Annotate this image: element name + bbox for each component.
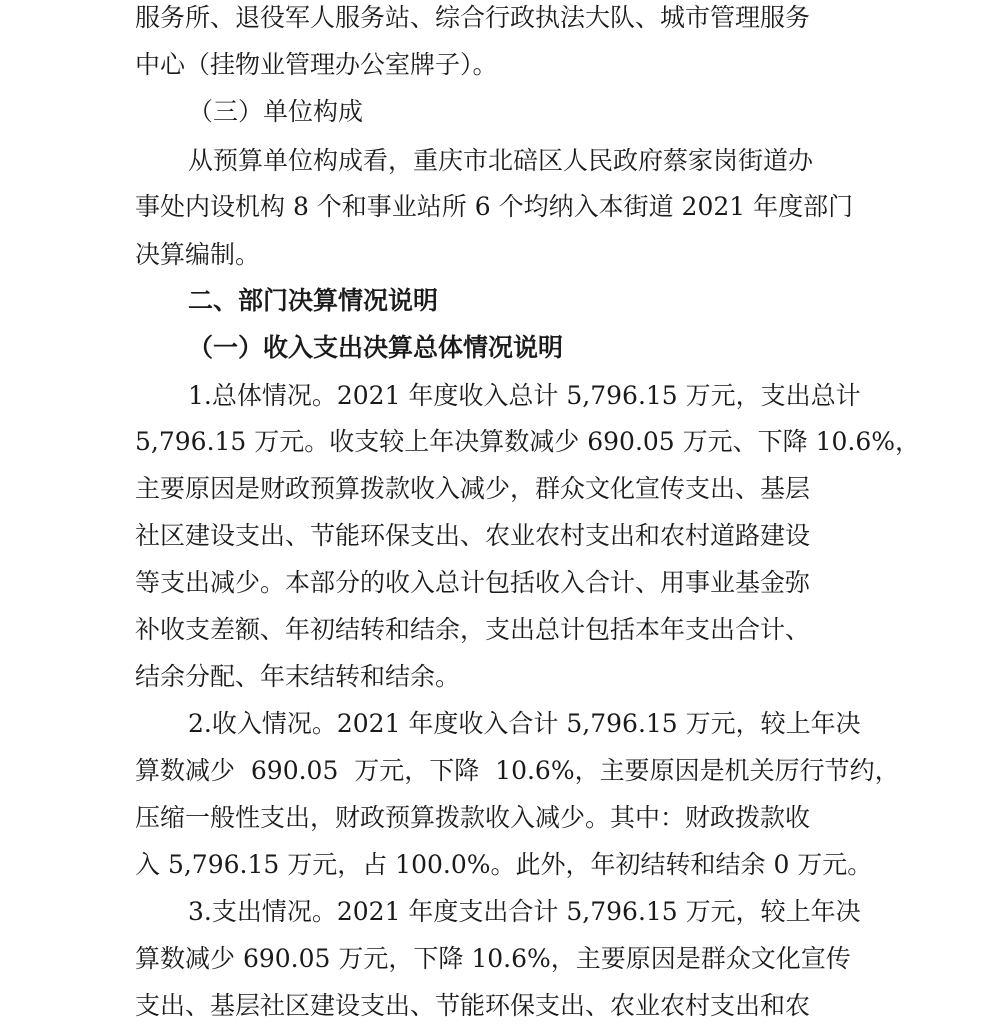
paragraph-line: 2.收入情况。2021 年度收入合计 5,796.15 万元，较上年决 xyxy=(188,709,861,738)
paragraph-line: 事处内设机构 8 个和事业站所 6 个均纳入本街道 2021 年度部门 xyxy=(135,192,854,221)
paragraph-line: 入 5,796.15 万元，占 100.0%。此外，年初结转和结余 0 万元。 xyxy=(135,850,873,879)
paragraph-line: 从预算单位构成看，重庆市北碚区人民政府蔡家岗街道办 xyxy=(188,146,814,175)
paragraph-line: 等支出减少。本部分的收入总计包括收入合计、用事业基金弥 xyxy=(135,568,811,597)
paragraph-line: 社区建设支出、节能环保支出、农业农村支出和农村道路建设 xyxy=(135,521,811,550)
paragraph-line: 中心（挂物业管理办公室牌子）。 xyxy=(135,50,498,79)
paragraph-line: 服务所、退役军人服务站、综合行政执法大队、城市管理服务 xyxy=(135,3,811,32)
paragraph-line: 主要原因是财政预算拨款收入减少，群众文化宣传支出、基层 xyxy=(135,474,811,503)
paragraph-line: 1.总体情况。2021 年度收入总计 5,796.15 万元，支出总计 xyxy=(188,381,861,410)
subsection-heading: （一）收入支出决算总体情况说明 xyxy=(188,333,564,362)
paragraph-line: 结余分配、年末结转和结余。 xyxy=(135,662,461,691)
paragraph-line: 补收支差额、年初结转和结余，支出总计包括本年支出合计、 xyxy=(135,615,811,644)
paragraph-line: 算数减少 690.05 万元，下降 10.6%，主要原因是群众文化宣传 xyxy=(135,944,851,973)
paragraph-line: 压缩一般性支出，财政预算拨款收入减少。其中：财政拨款收 xyxy=(135,803,811,832)
section-heading-2: 二、部门决算情况说明 xyxy=(188,286,439,315)
paragraph-line: 支出、基层社区建设支出、节能环保支出、农业农村支出和农 xyxy=(135,991,811,1020)
paragraph-line: 决算编制。 xyxy=(135,240,261,269)
paragraph-line: 5,796.15 万元。收支较上年决算数减少 690.05 万元、下降 10.6%， xyxy=(135,427,921,456)
paragraph-line: 算数减少 690.05 万元，下降 10.6%，主要原因是机关厉行节约， xyxy=(135,756,900,785)
section-heading-3: （三）单位构成 xyxy=(188,97,364,126)
paragraph-line: 3.支出情况。2021 年度支出合计 5,796.15 万元，较上年决 xyxy=(188,897,861,926)
